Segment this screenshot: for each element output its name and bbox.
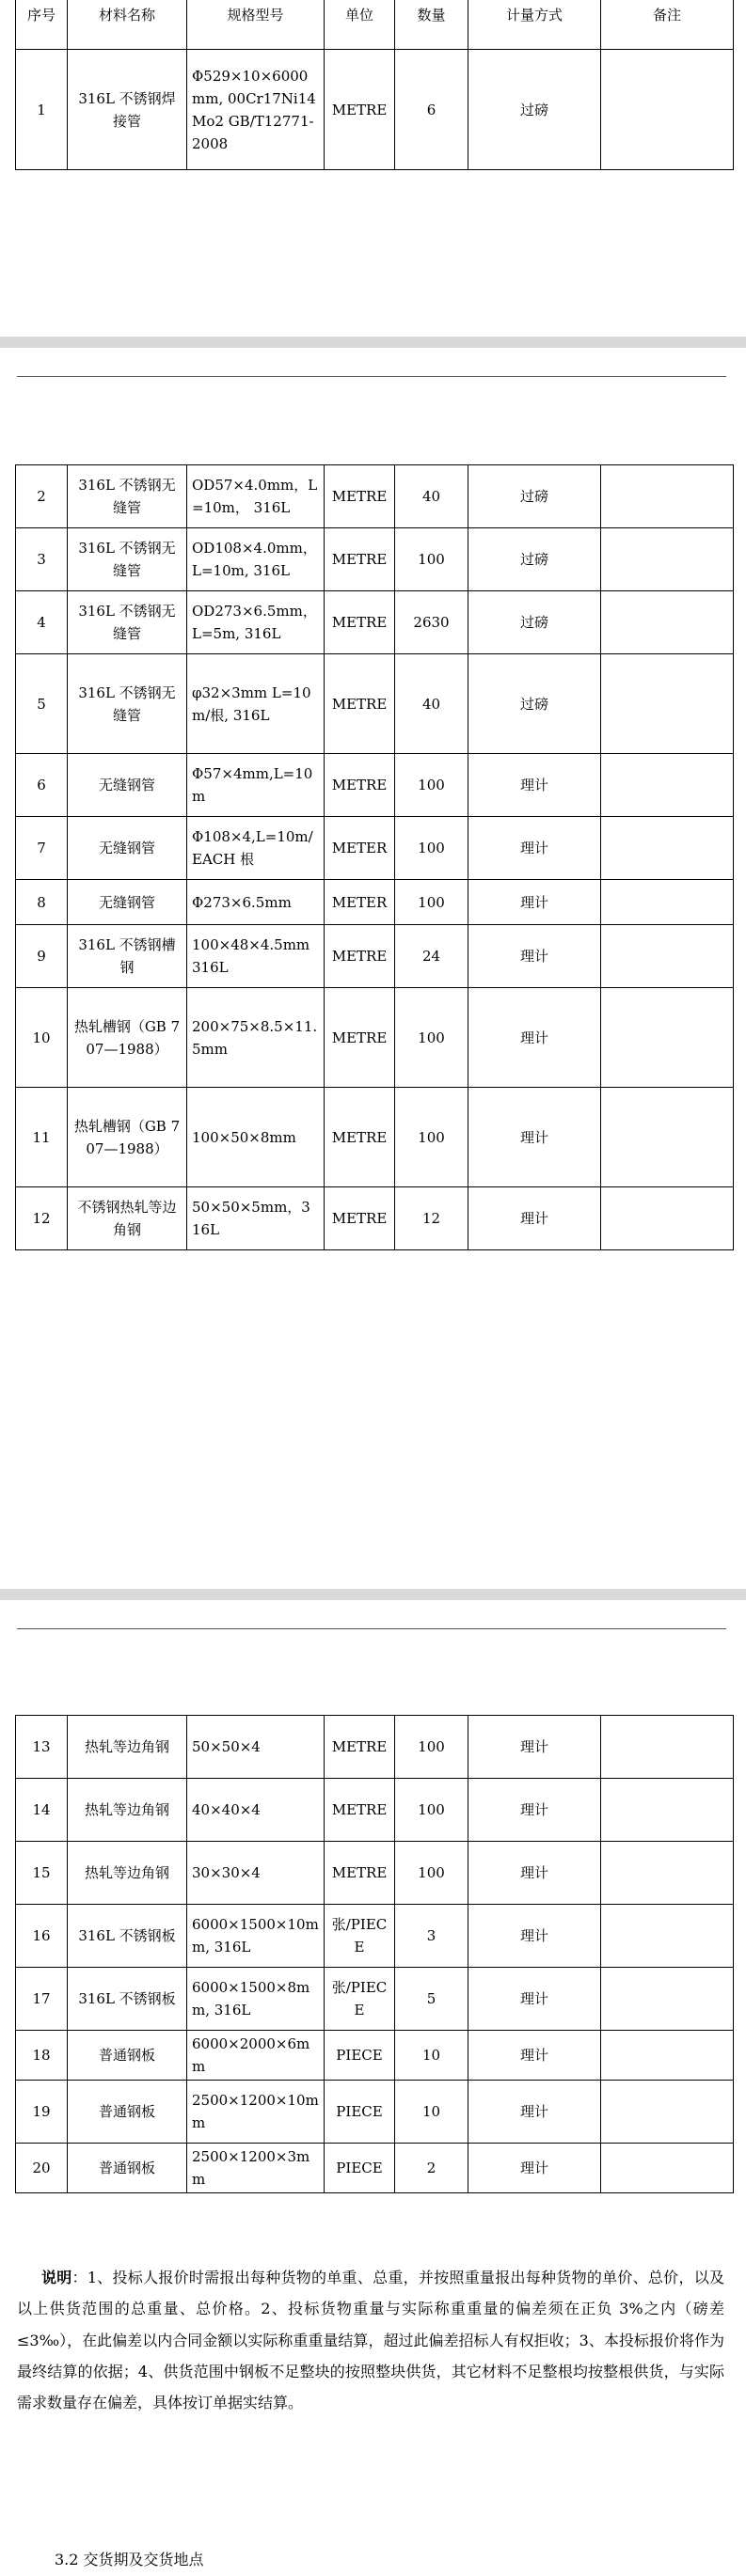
cell-spec-model: Φ273×6.5mm — [187, 880, 325, 925]
cell-quantity: 100 — [395, 988, 468, 1088]
table-row — [16, 654, 734, 754]
cell-unit: 张/PIECE — [325, 1905, 395, 1968]
cell-unit: METRE — [325, 591, 395, 654]
cell-row-no: 2 — [16, 465, 68, 528]
cell-quantity: 100 — [395, 1779, 468, 1842]
cell-quantity: 10 — [395, 2081, 468, 2144]
cell-material-name: 无缝钢管 — [68, 754, 187, 817]
cell-unit: METRE — [325, 50, 395, 170]
cell-row-no: 7 — [16, 817, 68, 880]
table-row — [16, 2031, 734, 2081]
table-row — [16, 2144, 734, 2193]
cell-row-no: 15 — [16, 1842, 68, 1905]
cell-spec-model: 2500×1200×3mm — [187, 2144, 325, 2193]
cell-remark — [601, 1905, 734, 1968]
cell-remark — [601, 1187, 734, 1250]
materials-table-page-3 — [15, 1715, 734, 2193]
cell-row-no: 9 — [16, 925, 68, 988]
cell-quantity: 100 — [395, 754, 468, 817]
cell-material-name: 热轧等边角钢 — [68, 1842, 187, 1905]
cell-unit: METRE — [325, 1088, 395, 1187]
cell-unit: METRE — [325, 1187, 395, 1250]
cell-row-no: 5 — [16, 654, 68, 754]
cell-unit: METRE — [325, 754, 395, 817]
cell-spec-model: 200×75×8.5×11.5mm — [187, 988, 325, 1088]
cell-material-name: 无缝钢管 — [68, 880, 187, 925]
cell-material-name: 316L 不锈钢无缝管 — [68, 654, 187, 754]
cell-unit: PIECE — [325, 2144, 395, 2193]
cell-spec-model: 100×48×4.5mm 316L — [187, 925, 325, 988]
cell-remark — [601, 754, 734, 817]
cell-remark — [601, 465, 734, 528]
cell-spec-model: 30×30×4 — [187, 1842, 325, 1905]
cell-material-name: 热轧槽钢（GB 707—1988） — [68, 1088, 187, 1187]
cell-unit: PIECE — [325, 2081, 395, 2144]
cell-material-name: 普通钢板 — [68, 2081, 187, 2144]
cell-measure-method: 理计 — [468, 1968, 601, 2031]
cell-measure-method: 理计 — [468, 1187, 601, 1250]
page-separator — [0, 337, 746, 348]
cell-unit: 张/PIECE — [325, 1968, 395, 2031]
cell-quantity: 3 — [395, 1905, 468, 1968]
cell-row-no: 19 — [16, 2081, 68, 2144]
cell-measure-method: 过磅 — [468, 528, 601, 591]
cell-unit: METER — [325, 880, 395, 925]
cell-unit: METRE — [325, 925, 395, 988]
cell-measure-method: 理计 — [468, 2144, 601, 2193]
materials-table-page-1 — [15, 0, 734, 170]
table-row — [16, 1905, 734, 1968]
cell-measure-method: 过磅 — [468, 591, 601, 654]
page-2 — [0, 348, 746, 1589]
cell-row-no: 4 — [16, 591, 68, 654]
header-remark: 备注 — [601, 0, 734, 50]
cell-remark — [601, 2144, 734, 2193]
cell-measure-method: 过磅 — [468, 465, 601, 528]
cell-quantity: 10 — [395, 2031, 468, 2081]
table-row — [16, 817, 734, 880]
table-row — [16, 1842, 734, 1905]
cell-row-no: 8 — [16, 880, 68, 925]
cell-spec-model: 50×50×5mm，316L — [187, 1187, 325, 1250]
cell-quantity: 40 — [395, 465, 468, 528]
cell-remark — [601, 1088, 734, 1187]
note-label: 说明 — [41, 2269, 72, 2286]
cell-unit: PIECE — [325, 2031, 395, 2081]
header-name: 材料名称 — [68, 0, 187, 50]
cell-measure-method: 理计 — [468, 1088, 601, 1187]
cell-row-no: 12 — [16, 1187, 68, 1250]
cell-quantity: 100 — [395, 880, 468, 925]
cell-spec-model: 6000×1500×10mm, 316L — [187, 1905, 325, 1968]
table-row — [16, 50, 734, 170]
cell-remark — [601, 1842, 734, 1905]
cell-material-name: 普通钢板 — [68, 2144, 187, 2193]
cell-remark — [601, 2081, 734, 2144]
header-rule — [17, 376, 726, 377]
cell-spec-model: 6000×2000×6mm — [187, 2031, 325, 2081]
cell-remark — [601, 925, 734, 988]
section-heading: 3.2 交货期及交货地点 — [55, 2551, 204, 2568]
cell-spec-model: Φ57×4mm,L=10m — [187, 754, 325, 817]
cell-material-name: 316L 不锈钢无缝管 — [68, 528, 187, 591]
header-unit: 单位 — [325, 0, 395, 50]
cell-measure-method: 理计 — [468, 1842, 601, 1905]
cell-remark — [601, 50, 734, 170]
cell-material-name: 316L 不锈钢板 — [68, 1905, 187, 1968]
cell-unit: METRE — [325, 1842, 395, 1905]
explanation-note — [17, 2262, 724, 2418]
cell-unit: METRE — [325, 988, 395, 1088]
page-3 — [0, 1600, 746, 2576]
cell-measure-method: 理计 — [468, 2081, 601, 2144]
header-spec: 规格型号 — [187, 0, 325, 50]
cell-row-no: 13 — [16, 1716, 68, 1779]
page-1 — [0, 0, 746, 337]
cell-spec-model: 50×50×4 — [187, 1716, 325, 1779]
cell-row-no: 3 — [16, 528, 68, 591]
table-row — [16, 1968, 734, 2031]
cell-material-name: 316L 不锈钢无缝管 — [68, 465, 187, 528]
cell-remark — [601, 591, 734, 654]
table-row — [16, 925, 734, 988]
cell-material-name: 316L 不锈钢板 — [68, 1968, 187, 2031]
table-row — [16, 2081, 734, 2144]
table-row — [16, 1187, 734, 1250]
header-no: 序号 — [16, 0, 68, 50]
cell-measure-method: 理计 — [468, 754, 601, 817]
table-row — [16, 988, 734, 1088]
cell-measure-method: 理计 — [468, 988, 601, 1088]
cell-row-no: 20 — [16, 2144, 68, 2193]
table-row — [16, 1779, 734, 1842]
table-row — [16, 1088, 734, 1187]
cell-material-name: 316L 不锈钢槽钢 — [68, 925, 187, 988]
table-row — [16, 465, 734, 528]
table-row — [16, 528, 734, 591]
cell-spec-model: 100×50×8mm — [187, 1088, 325, 1187]
page-separator — [0, 1589, 746, 1600]
cell-quantity: 5 — [395, 1968, 468, 2031]
cell-row-no: 17 — [16, 1968, 68, 2031]
cell-spec-model: 2500×1200×10mm — [187, 2081, 325, 2144]
cell-quantity: 100 — [395, 1088, 468, 1187]
cell-measure-method: 过磅 — [468, 50, 601, 170]
cell-spec-model: OD57×4.0mm，L=10m， 316L — [187, 465, 325, 528]
cell-spec-model: OD273×6.5mm，L=5m, 316L — [187, 591, 325, 654]
cell-spec-model: 40×40×4 — [187, 1779, 325, 1842]
cell-spec-model: OD108×4.0mm，L=10m, 316L — [187, 528, 325, 591]
cell-row-no: 16 — [16, 1905, 68, 1968]
cell-material-name: 热轧等边角钢 — [68, 1779, 187, 1842]
cell-quantity: 100 — [395, 1716, 468, 1779]
header-qty: 数量 — [395, 0, 468, 50]
cell-unit: METRE — [325, 654, 395, 754]
header-rule — [17, 1628, 726, 1629]
cell-unit: METRE — [325, 465, 395, 528]
cell-spec-model: 6000×1500×8mm, 316L — [187, 1968, 325, 2031]
cell-measure-method: 理计 — [468, 925, 601, 988]
cell-unit: METRE — [325, 528, 395, 591]
table-row — [16, 754, 734, 817]
cell-unit: METER — [325, 817, 395, 880]
cell-row-no: 14 — [16, 1779, 68, 1842]
table-header-row — [16, 0, 734, 50]
note-text: ：1、投标人报价时需报出每种货物的单重、总重，并按照重量报出每种货物的单价、总价，以及以上供货范围的总重量、总价格。2、投标货物重量与实际称重重量的偏差须在正负 3%之内（磅差≤3‰），在此偏差以内合同金额以实际称重重量结算，超过此偏差招标人有权拒收；3、本投标报价将作为最终结算的依据；4、供货范围中钢板不足整块的按照整块供货，其它材料不足整根均按整根供货，与实际需求数量存在偏差，具体按订单据实结算。 — [17, 2269, 724, 2412]
cell-measure-method: 过磅 — [468, 654, 601, 754]
cell-quantity: 24 — [395, 925, 468, 988]
cell-quantity: 12 — [395, 1187, 468, 1250]
cell-spec-model: φ32×3mm L=10m/根, 316L — [187, 654, 325, 754]
header-method: 计量方式 — [468, 0, 601, 50]
cell-quantity: 6 — [395, 50, 468, 170]
cell-material-name: 热轧槽钢（GB 707—1988） — [68, 988, 187, 1088]
cell-material-name: 316L 不锈钢无缝管 — [68, 591, 187, 654]
cell-spec-model: Φ108×4,L=10m/EACH 根 — [187, 817, 325, 880]
cell-quantity: 40 — [395, 654, 468, 754]
cell-remark — [601, 1716, 734, 1779]
table-row — [16, 880, 734, 925]
table-row — [16, 1716, 734, 1779]
cell-quantity: 2 — [395, 2144, 468, 2193]
cell-material-name: 不锈钢热轧等边角钢 — [68, 1187, 187, 1250]
cell-measure-method: 理计 — [468, 1716, 601, 1779]
cell-row-no: 10 — [16, 988, 68, 1088]
cell-remark — [601, 528, 734, 591]
cell-measure-method: 理计 — [468, 1905, 601, 1968]
cell-measure-method: 理计 — [468, 2031, 601, 2081]
cell-remark — [601, 2031, 734, 2081]
cell-material-name: 普通钢板 — [68, 2031, 187, 2081]
cell-quantity: 2630 — [395, 591, 468, 654]
cell-quantity: 100 — [395, 817, 468, 880]
cell-measure-method: 理计 — [468, 880, 601, 925]
cell-quantity: 100 — [395, 1842, 468, 1905]
cell-remark — [601, 1779, 734, 1842]
cell-remark — [601, 988, 734, 1088]
cell-material-name: 无缝钢管 — [68, 817, 187, 880]
cell-row-no: 6 — [16, 754, 68, 817]
cell-measure-method: 理计 — [468, 1779, 601, 1842]
cell-remark — [601, 880, 734, 925]
cell-quantity: 100 — [395, 528, 468, 591]
materials-table-page-2 — [15, 464, 734, 1250]
table-row — [16, 591, 734, 654]
cell-material-name: 热轧等边角钢 — [68, 1716, 187, 1779]
cell-measure-method: 理计 — [468, 817, 601, 880]
cell-remark — [601, 817, 734, 880]
cell-remark — [601, 654, 734, 754]
cell-unit: METRE — [325, 1716, 395, 1779]
cell-unit: METRE — [325, 1779, 395, 1842]
cell-row-no: 18 — [16, 2031, 68, 2081]
cell-row-no: 1 — [16, 50, 68, 170]
cell-row-no: 11 — [16, 1088, 68, 1187]
cell-material-name: 316L 不锈钢焊接管 — [68, 50, 187, 170]
cell-remark — [601, 1968, 734, 2031]
cell-spec-model: Φ529×10×6000mm, 00Cr17Ni14Mo2 GB/T12771-2008 — [187, 50, 325, 170]
